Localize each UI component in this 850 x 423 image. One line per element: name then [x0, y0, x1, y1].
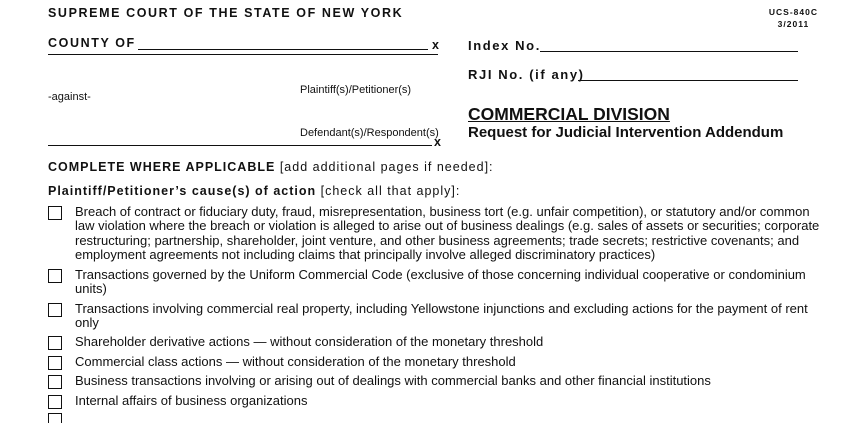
plaintiff-label: Plaintiff(s)/Petitioner(s)	[300, 84, 412, 96]
cause-text: Business transactions involving or arising out of dealings with commercial banks and other financial institutions	[75, 373, 711, 388]
cause-checkbox[interactable]	[48, 356, 62, 370]
cause-item-derivative	[48, 335, 838, 349]
rji-label: RJI No. (if any)	[468, 67, 585, 82]
cause-text: Breach of contract or fiduciary duty, fraud, misrepresentation, business tort (e.g. unfair competition), or statutory and/or common law violation where the breach or violation is alleged to arise out of business dealings (e.g. sales of assets or securities; corporate restructuring; partnership, shareholder, joint venture, and other business agreements; trade secrets; restrictive covenants; and employment agreements not including claims that principally involve alleged discriminatory practices)	[75, 204, 820, 262]
cause-item-internal-affairs	[48, 394, 838, 408]
cause-checkbox[interactable]	[48, 303, 62, 317]
cause-text: Transactions governed by the Uniform Commercial Code (exclusive of those concerning individual cooperative or condominium units)	[75, 267, 806, 297]
cause-item-banking	[48, 374, 838, 388]
causes-line	[48, 184, 460, 198]
cause-text: Shareholder derivative actions — without consideration of the monetary threshold	[75, 334, 544, 349]
cause-checkbox[interactable]	[48, 375, 62, 389]
form-date: 3/2011	[777, 19, 810, 29]
instruction-line	[48, 160, 494, 174]
caption-x-top: x	[432, 38, 439, 52]
causes-note: [check all that apply]:	[320, 184, 461, 198]
cause-checkbox[interactable]	[48, 395, 62, 409]
county-label: COUNTY OF	[48, 36, 136, 50]
cause-text: Transactions involving commercial real property, including Yellowstone injunctions and excluding actions for the payment of rent only	[75, 301, 808, 331]
cause-item-class-action	[48, 355, 838, 369]
caption-divider-bottom	[48, 145, 432, 146]
caption-divider-top	[48, 54, 438, 55]
cause-item-real-property	[48, 302, 838, 331]
addendum-title: Request for Judicial Intervention Addendum	[468, 124, 784, 141]
cause-item-contract	[48, 205, 838, 262]
county-field[interactable]	[138, 37, 428, 50]
rji-field[interactable]	[578, 68, 798, 81]
instruction-bold: COMPLETE WHERE APPLICABLE	[48, 160, 276, 174]
cause-checkbox[interactable]	[48, 206, 62, 220]
cause-checkbox[interactable]	[48, 269, 62, 283]
instruction-note: [add additional pages if needed]:	[279, 160, 494, 174]
index-label: Index No.	[468, 38, 541, 53]
cause-checkbox-partial[interactable]	[48, 413, 62, 423]
form-number: UCS-840C	[768, 7, 818, 17]
against-label: -against-	[48, 91, 91, 103]
cause-text: Internal affairs of business organizations	[75, 393, 308, 408]
court-name: SUPREME COURT OF THE STATE OF NEW YORK	[48, 6, 404, 20]
index-field[interactable]	[540, 39, 798, 52]
causes-bold: Plaintiff/Petitioner’s cause(s) of action	[48, 184, 317, 198]
caption-x-bottom: x	[434, 135, 441, 149]
division-title: COMMERCIAL DIVISION	[468, 104, 670, 124]
cause-checkbox[interactable]	[48, 336, 62, 350]
form-code	[769, 6, 818, 30]
defendant-label: Defendant(s)/Respondent(s)	[300, 127, 439, 139]
cause-item-ucc	[48, 268, 838, 297]
cause-text: Commercial class actions — without consideration of the monetary threshold	[75, 354, 516, 369]
